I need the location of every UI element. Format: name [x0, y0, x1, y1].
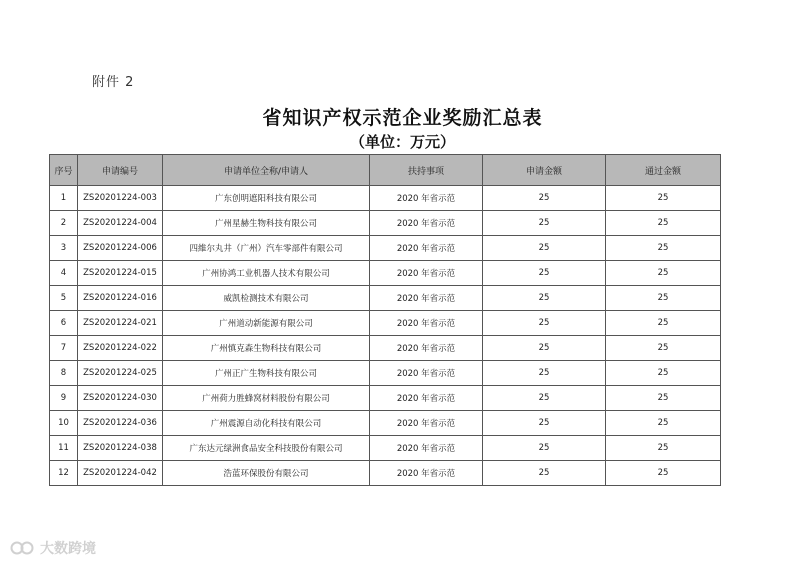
cell-applicant: 广州道动新能源有限公司 — [163, 311, 370, 336]
table-body — [50, 186, 721, 486]
cell-serial: 5 — [50, 286, 78, 311]
cell-applied-amount: 25 — [483, 436, 606, 461]
cell-approved-amount: 25 — [606, 411, 721, 436]
cell-applied-amount: 25 — [483, 186, 606, 211]
watermark-text: 大数跨境 — [40, 541, 96, 557]
cell-applicant: 广州慎克森生物科技有限公司 — [163, 336, 370, 361]
cell-serial: 6 — [50, 311, 78, 336]
watermark-logo-icon — [10, 540, 36, 556]
cell-approved-amount: 25 — [606, 361, 721, 386]
cell-serial: 2 — [50, 211, 78, 236]
cell-serial: 9 — [50, 386, 78, 411]
cell-application-no: ZS20201224-030 — [78, 386, 163, 411]
cell-applied-amount: 25 — [483, 211, 606, 236]
cell-approved-amount: 25 — [606, 211, 721, 236]
cell-applicant: 浩蓝环保股份有限公司 — [163, 461, 370, 486]
cell-application-no: ZS20201224-042 — [78, 461, 163, 486]
cell-support-item: 2020 年省示范 — [370, 261, 483, 286]
cell-approved-amount: 25 — [606, 261, 721, 286]
header-support-item: 扶持事项 — [370, 155, 483, 186]
cell-approved-amount: 25 — [606, 186, 721, 211]
header-serial: 序号 — [50, 155, 78, 186]
table-row — [50, 386, 721, 411]
cell-support-item: 2020 年省示范 — [370, 336, 483, 361]
attachment-label: 附件 2 — [92, 75, 135, 90]
cell-serial: 1 — [50, 186, 78, 211]
table-row — [50, 411, 721, 436]
cell-support-item: 2020 年省示范 — [370, 361, 483, 386]
cell-applied-amount: 25 — [483, 286, 606, 311]
cell-applied-amount: 25 — [483, 461, 606, 486]
award-summary-table — [49, 154, 721, 486]
cell-applied-amount: 25 — [483, 261, 606, 286]
cell-support-item: 2020 年省示范 — [370, 211, 483, 236]
table-row — [50, 336, 721, 361]
table-row — [50, 261, 721, 286]
document-title: 省知识产权示范企业奖励汇总表 — [262, 107, 543, 129]
cell-application-no: ZS20201224-038 — [78, 436, 163, 461]
cell-support-item: 2020 年省示范 — [370, 386, 483, 411]
cell-serial: 7 — [50, 336, 78, 361]
cell-application-no: ZS20201224-016 — [78, 286, 163, 311]
cell-applicant: 广东达元绿洲食品安全科技股份有限公司 — [163, 436, 370, 461]
cell-serial: 12 — [50, 461, 78, 486]
cell-applicant: 四維尔丸井（广州）汽车零部件有限公司 — [163, 236, 370, 261]
table-row — [50, 186, 721, 211]
cell-support-item: 2020 年省示范 — [370, 311, 483, 336]
cell-serial: 10 — [50, 411, 78, 436]
table-row — [50, 236, 721, 261]
document-subtitle: （单位：万元） — [349, 133, 455, 151]
cell-support-item: 2020 年省示范 — [370, 461, 483, 486]
table-row — [50, 361, 721, 386]
cell-approved-amount: 25 — [606, 336, 721, 361]
cell-applicant: 广州星赫生物科技有限公司 — [163, 211, 370, 236]
cell-support-item: 2020 年省示范 — [370, 286, 483, 311]
cell-applied-amount: 25 — [483, 411, 606, 436]
cell-applied-amount: 25 — [483, 236, 606, 261]
cell-serial: 4 — [50, 261, 78, 286]
table-row — [50, 211, 721, 236]
cell-approved-amount: 25 — [606, 461, 721, 486]
table-row — [50, 286, 721, 311]
header-application-no: 申请编号 — [78, 155, 163, 186]
cell-approved-amount: 25 — [606, 286, 721, 311]
header-applicant: 申请单位全称/申请人 — [163, 155, 370, 186]
cell-application-no: ZS20201224-006 — [78, 236, 163, 261]
table-header-row — [50, 155, 721, 186]
cell-application-no: ZS20201224-004 — [78, 211, 163, 236]
cell-serial: 8 — [50, 361, 78, 386]
header-approved-amount: 通过金额 — [606, 155, 721, 186]
table-row — [50, 461, 721, 486]
cell-support-item: 2020 年省示范 — [370, 236, 483, 261]
watermark — [10, 538, 96, 558]
cell-applied-amount: 25 — [483, 386, 606, 411]
cell-application-no: ZS20201224-022 — [78, 336, 163, 361]
table-row — [50, 436, 721, 461]
cell-approved-amount: 25 — [606, 311, 721, 336]
cell-application-no: ZS20201224-025 — [78, 361, 163, 386]
cell-applicant: 广州正广生物科技有限公司 — [163, 361, 370, 386]
cell-applied-amount: 25 — [483, 361, 606, 386]
cell-support-item: 2020 年省示范 — [370, 436, 483, 461]
table-row — [50, 311, 721, 336]
cell-serial: 11 — [50, 436, 78, 461]
cell-applicant: 广州荷力胜蜂窝材料股份有限公司 — [163, 386, 370, 411]
header-applied-amount: 申请金额 — [483, 155, 606, 186]
cell-serial: 3 — [50, 236, 78, 261]
cell-applicant: 广州协鸿工业机器人技术有限公司 — [163, 261, 370, 286]
cell-applicant: 广州震源自动化科技有限公司 — [163, 411, 370, 436]
cell-application-no: ZS20201224-021 — [78, 311, 163, 336]
cell-approved-amount: 25 — [606, 386, 721, 411]
cell-applied-amount: 25 — [483, 336, 606, 361]
cell-applied-amount: 25 — [483, 311, 606, 336]
cell-application-no: ZS20201224-036 — [78, 411, 163, 436]
cell-application-no: ZS20201224-015 — [78, 261, 163, 286]
cell-applicant: 广东创明遮阳科技有限公司 — [163, 186, 370, 211]
cell-support-item: 2020 年省示范 — [370, 186, 483, 211]
cell-approved-amount: 25 — [606, 436, 721, 461]
cell-approved-amount: 25 — [606, 236, 721, 261]
cell-applicant: 威凯检测技术有限公司 — [163, 286, 370, 311]
cell-application-no: ZS20201224-003 — [78, 186, 163, 211]
cell-support-item: 2020 年省示范 — [370, 411, 483, 436]
